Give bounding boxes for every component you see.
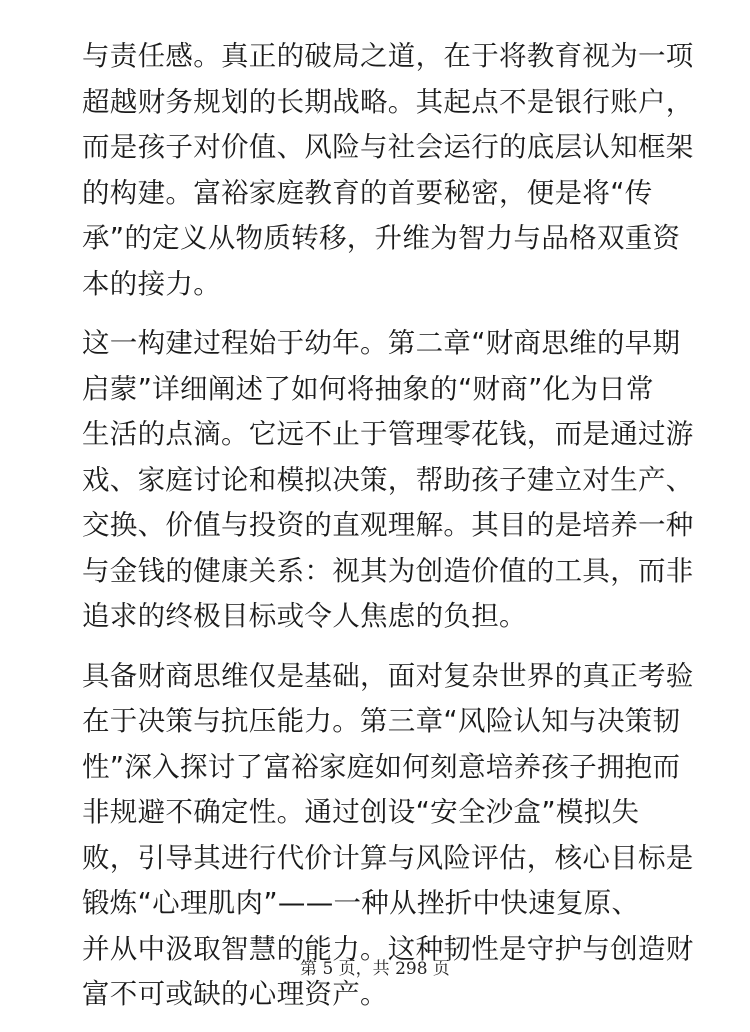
page-number-footer: 第 5 页，共 298 页 [300, 959, 450, 979]
text-line: 戏、家庭讨论和模拟决策，帮助孩子建立对生产、 [82, 463, 694, 496]
paragraph-2 [82, 321, 694, 640]
body-text [82, 34, 694, 1032]
text-line: 与金钱的健康关系：视其为创造价值的工具，而非 [82, 554, 694, 587]
text-line: 超越财务规划的长期战略。其起点不是银行账户， [82, 85, 694, 118]
text-line: 在于决策与抗压能力。第三章“风险认知与决策韧 [82, 705, 681, 737]
text-line: 交换、价值与投资的直观理解。其目的是培养一种 [82, 509, 694, 541]
text-line: 本的接力。 [82, 267, 221, 300]
text-line: 的构建。富裕家庭教育的首要秘密，便是将“传 [82, 176, 653, 209]
text-line: 富不可或缺的心理资产。 [82, 978, 388, 1010]
text-line: 并从中汲取智慧的能力。这种韧性是守护与创造财 [82, 932, 694, 965]
text-line: 生活的点滴。它远不止于管理零花钱，而是通过游 [82, 418, 694, 450]
paragraph-1 [82, 34, 694, 307]
text-line: 这一构建过程始于幼年。第二章“财商思维的早期 [82, 327, 681, 359]
text-line: 启蒙”详细阐述了如何将抽象的“财商”化为日常 [82, 372, 654, 405]
text-line: 承”的定义从物质转移，升维为智力与品格双重资 [82, 222, 681, 254]
text-line: 性”深入探讨了富裕家庭如何刻意培养孩子拥抱而 [82, 750, 681, 783]
text-line: 败，引导其进行代价计算与风险评估，核心目标是 [82, 841, 694, 874]
text-line: 而是孩子对价值、风险与社会运行的底层认知框架 [82, 131, 694, 163]
text-line: 追求的终极目标或令人焦虑的负担。 [82, 600, 527, 632]
text-line: 非规避不确定性。通过创设“安全沙盒”模拟失 [82, 796, 640, 828]
text-line: 与责任感。真正的破局之道，在于将教育视为一项 [82, 40, 694, 72]
text-line: 具备财商思维仅是基础，面对复杂世界的真正考验 [82, 659, 694, 692]
text-line: 锻炼“心理肌肉”——一种从挫折中快速复原、 [82, 887, 640, 919]
